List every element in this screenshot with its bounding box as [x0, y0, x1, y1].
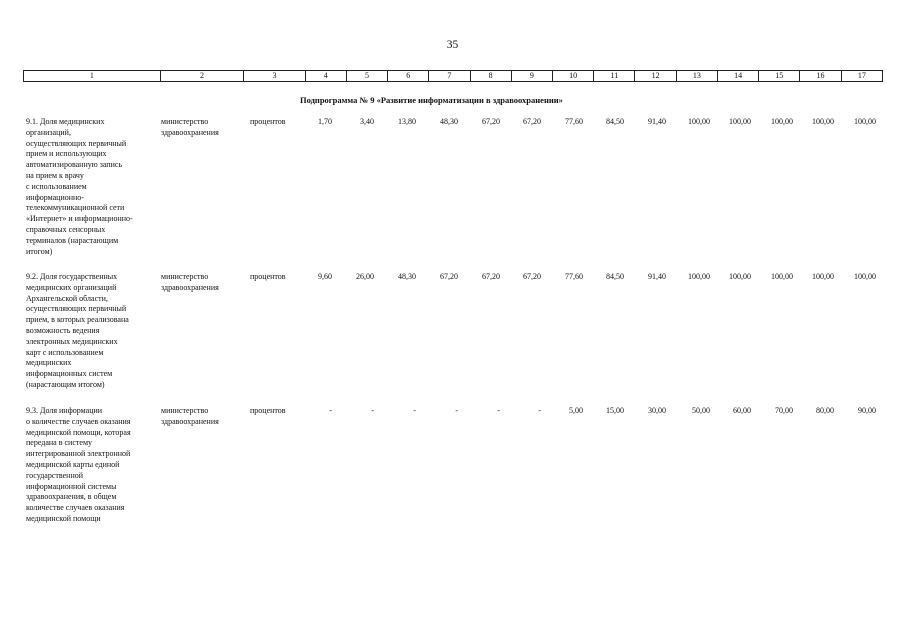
indicator-value: 15,00: [606, 406, 624, 415]
header-cell: 15: [759, 71, 800, 82]
description-line: осуществляющих первичный: [26, 138, 127, 148]
indicator-value: 48,30: [440, 117, 458, 126]
description-line: медицинской карты единой: [26, 459, 120, 469]
description-line: автоматизированную запись: [26, 160, 123, 170]
header-cell: 12: [635, 71, 676, 82]
description-line: «Интернет» и информационно-: [26, 214, 133, 224]
indicator-value: 84,50: [606, 117, 624, 126]
indicator-value: 100,00: [854, 272, 876, 281]
description-line: на прием к врачу: [26, 170, 84, 180]
description-line: карт с использованием: [26, 347, 104, 357]
header-cell: 6: [388, 71, 429, 82]
ministry-line: здравоохранения: [161, 282, 219, 292]
header-cell: 1: [24, 71, 161, 82]
header-cell: 17: [841, 71, 882, 82]
indicator-value: 100,00: [812, 117, 834, 126]
indicator-value: -: [329, 406, 332, 415]
description-line: справочных сенсорных: [26, 224, 106, 234]
header-cell: 16: [800, 71, 841, 82]
unit-of-measure: процентов: [250, 117, 286, 126]
indicator-value: 77,60: [565, 117, 583, 126]
description-line: (нарастающим итогом): [26, 379, 105, 389]
indicator-value: 67,20: [523, 272, 541, 281]
description-line: информационных систем: [26, 369, 113, 379]
indicator-value: 60,00: [733, 406, 751, 415]
description-line: медицинских: [26, 358, 72, 368]
column-number-header: [23, 70, 883, 82]
description-line: электронных медицинских: [26, 336, 118, 346]
description-line: прием и использующих: [26, 149, 107, 159]
unit-of-measure: процентов: [250, 272, 286, 281]
indicator-value: 100,00: [688, 272, 710, 281]
indicator-value: 48,30: [398, 272, 416, 281]
indicator-value: 90,00: [858, 406, 876, 415]
description-line: возможность ведения: [26, 325, 100, 335]
indicator-value: 100,00: [729, 272, 751, 281]
description-line: терминалов (нарастающим: [26, 235, 119, 245]
description-line: интегрированной электронной: [26, 449, 131, 459]
indicator-value: 100,00: [729, 117, 751, 126]
ministry-line: здравоохранения: [161, 127, 219, 137]
indicator-description: [26, 117, 158, 257]
indicator-value: 80,00: [816, 406, 834, 415]
indicator-value: 100,00: [771, 117, 793, 126]
description-line: осуществляющих первичный: [26, 304, 127, 314]
description-line: 9.2. Доля государственных: [26, 272, 118, 281]
ministry-line: министерство: [161, 406, 209, 415]
header-cell: 5: [346, 71, 387, 82]
description-line: организаций,: [26, 127, 71, 137]
description-line: телекоммуникационной сети: [26, 203, 125, 213]
indicator-value: -: [455, 406, 458, 415]
responsible-ministry: [161, 272, 241, 294]
description-line: о количестве случаев оказания: [26, 416, 131, 426]
header-cell: 2: [160, 71, 243, 82]
description-line: информационно-: [26, 192, 84, 202]
page-number: 35: [446, 39, 459, 51]
header-cell: 14: [717, 71, 758, 82]
unit-of-measure: процентов: [250, 406, 286, 415]
indicator-value: 67,20: [523, 117, 541, 126]
indicator-value: 1,70: [318, 117, 332, 126]
header-cell: 13: [676, 71, 717, 82]
header-cell: 4: [305, 71, 346, 82]
description-line: передана в систему: [26, 438, 92, 448]
description-line: информационной системы: [26, 481, 117, 491]
header-cell: 8: [470, 71, 511, 82]
indicator-value: 100,00: [854, 117, 876, 126]
responsible-ministry: [161, 406, 241, 428]
header-cell: 11: [594, 71, 635, 82]
header-cell: 7: [429, 71, 470, 82]
description-line: итогом): [26, 246, 53, 256]
indicator-value: 100,00: [812, 272, 834, 281]
description-line: государственной: [26, 470, 84, 480]
indicator-value: 70,00: [775, 406, 793, 415]
indicator-value: 13,80: [398, 117, 416, 126]
description-line: с использованием: [26, 181, 87, 191]
indicator-value: 100,00: [771, 272, 793, 281]
indicator-value: 5,00: [569, 406, 583, 415]
header-cell: 3: [244, 71, 305, 82]
indicator-value: 26,00: [356, 272, 374, 281]
description-line: прием, в которых реализована: [26, 315, 129, 325]
indicator-description: [26, 406, 158, 525]
indicator-value: 84,50: [606, 272, 624, 281]
description-line: количестве случаев оказания: [26, 503, 125, 513]
description-line: здравоохранения, в общем: [26, 492, 117, 502]
indicator-value: 91,40: [648, 272, 666, 281]
indicator-value: 67,20: [482, 117, 500, 126]
indicator-value: -: [371, 406, 374, 415]
indicator-value: 91,40: [648, 117, 666, 126]
indicator-value: 67,20: [482, 272, 500, 281]
responsible-ministry: [161, 117, 241, 139]
description-line: медицинской помощи, которая: [26, 427, 131, 437]
indicator-value: -: [538, 406, 541, 415]
indicator-value: -: [497, 406, 500, 415]
description-line: медицинских организаций: [26, 282, 117, 292]
ministry-line: министерство: [161, 272, 209, 281]
indicator-value: 77,60: [565, 272, 583, 281]
ministry-line: министерство: [161, 117, 209, 126]
header-cell: 10: [553, 71, 594, 82]
indicator-description: [26, 272, 158, 391]
ministry-line: здравоохранения: [161, 416, 219, 426]
indicator-value: 9,60: [318, 272, 332, 281]
description-line: 9.1. Доля медицинских: [26, 117, 105, 126]
indicator-value: 30,00: [648, 406, 666, 415]
description-line: 9.3. Доля информации: [26, 406, 103, 415]
indicator-value: 100,00: [688, 117, 710, 126]
indicator-value: 50,00: [692, 406, 710, 415]
description-line: Архангельской области,: [26, 293, 108, 303]
indicator-value: 3,40: [360, 117, 374, 126]
header-cell: 9: [511, 71, 552, 82]
indicator-value: 67,20: [440, 272, 458, 281]
description-line: медицинской помощи: [26, 513, 101, 523]
indicator-value: -: [413, 406, 416, 415]
subprogram-title: Подпрограмма № 9 «Развитие информатизации в здравоохранении»: [300, 95, 563, 105]
